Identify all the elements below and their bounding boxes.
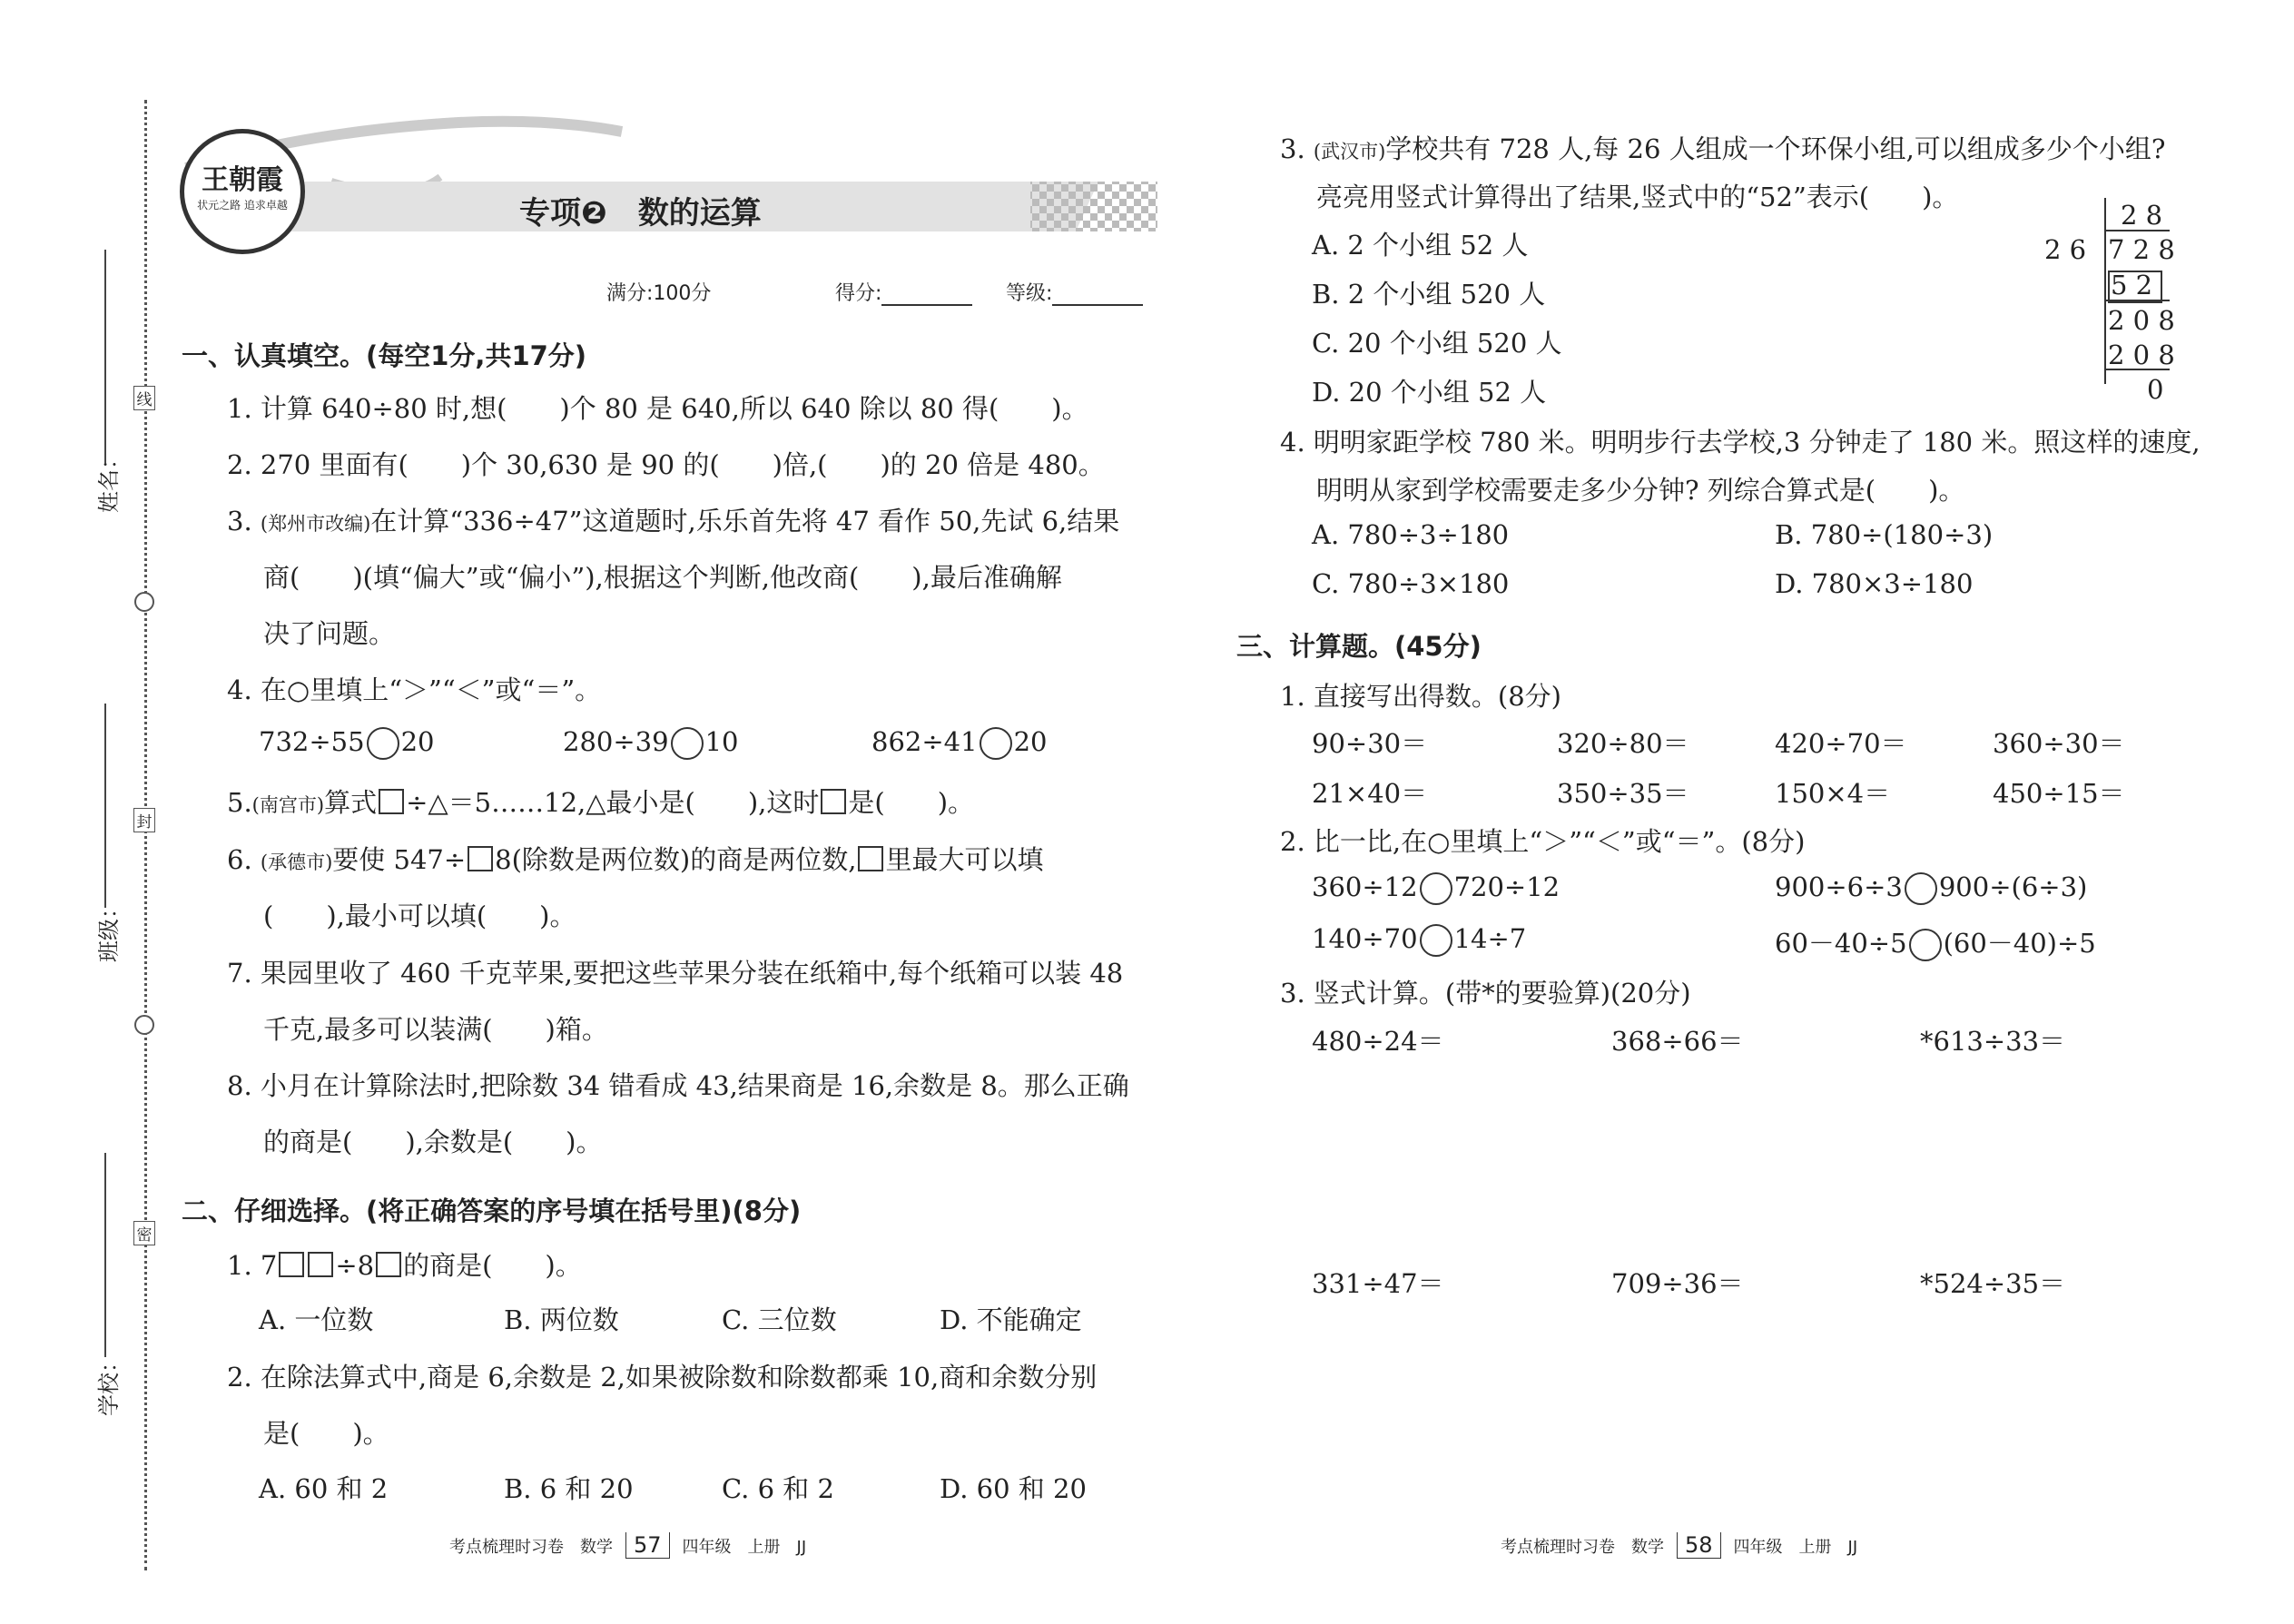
vertical-calc-item: *613÷33＝ [1920, 1026, 2066, 1057]
question-2-3-line2: 亮亮用竖式计算得出了结果,竖式中的“52”表示( )。 [1316, 182, 1959, 212]
option-c[interactable]: C. 三位数 [722, 1304, 837, 1335]
section-title: 一、认真填空。(每空1分,共17分) [182, 340, 587, 371]
calc-item: 450÷15＝ [1993, 778, 2125, 809]
partial-product: 2 0 8 [2108, 340, 2175, 370]
question-2-1: 1. 7 ÷8 的商是( )。 [227, 1250, 582, 1281]
question-3-2: 2. 比一比,在○里填上“＞”“＜”或“＝”。(8分) [1280, 826, 1806, 857]
compare-circle[interactable] [671, 727, 704, 760]
square-box-icon [376, 1252, 401, 1277]
question-2-3: 3. (武汉市)学校共有 728 人,每 26 人组成一个环保小组,可以组成多少个小组? [1280, 133, 2166, 164]
question-1-3-line3: 决了问题。 [263, 618, 396, 649]
calc-item: 350÷35＝ [1557, 778, 1689, 809]
option-a[interactable]: A. 2 个小组 52 人 [1312, 230, 1529, 261]
square-box-icon [821, 789, 846, 814]
class-label: 班级： [96, 897, 122, 962]
option-b[interactable]: B. 6 和 20 [504, 1473, 634, 1504]
question-1-4: 4. 在○里填上“＞”“＜”或“＝”。 [227, 674, 602, 705]
question-3-3: 3. 竖式计算。(带*的要验算)(20分) [1280, 978, 1691, 1009]
question-1-5: 5.(南宫市)算式 ÷△＝5……12,△最小是( ),这时 是( )。 [227, 787, 975, 818]
question-1-6-line2: ( ),最小可以填( )。 [263, 901, 576, 931]
compare-item: 140÷70 14÷7 [1312, 923, 1526, 957]
question-2-4: 4. 明明家距学校 780 米。明明步行去学校,3 分钟走了 180 米。照这样的速度, [1280, 427, 2200, 458]
calc-item: 21×40＝ [1312, 778, 1428, 809]
partial-remainder: 2 0 8 [2108, 305, 2175, 336]
question-1-1: 1. 计算 640÷80 时,想( )个 80 是 640,所以 640 除以 80 得( )。 [227, 393, 1088, 424]
compare-circle[interactable] [1420, 924, 1452, 957]
option-d[interactable]: D. 不能确定 [940, 1304, 1082, 1335]
compare-item: 900÷6÷3 900÷(6÷3) [1775, 871, 2087, 905]
calc-item: 90÷30＝ [1312, 728, 1428, 759]
option-b[interactable]: B. 2 个小组 520 人 [1312, 279, 1546, 310]
divisor: 2 6 [2044, 234, 2087, 265]
quotient: 2 8 [2121, 200, 2163, 231]
school-line [104, 1153, 106, 1357]
question-2-4-line2: 明明从家到学校需要走多少分钟? 列综合算式是( )。 [1316, 475, 1965, 506]
square-box-icon [468, 846, 493, 871]
page-number: 58 [1677, 1532, 1721, 1559]
vertical-calc-item: 368÷66＝ [1611, 1026, 1744, 1057]
name-line [104, 250, 106, 463]
vertical-calc-item: 331÷47＝ [1312, 1268, 1444, 1299]
section-title: 二、仔细选择。(将正确答案的序号填在括号里)(8分) [182, 1196, 802, 1226]
square-box-icon [379, 789, 404, 814]
question-1-7: 7. 果园里收了 460 千克苹果,要把这些苹果分装在纸箱中,每个纸箱可以装 48 [227, 958, 1124, 989]
square-box-icon [858, 846, 883, 871]
calc-item: 150×4＝ [1775, 778, 1891, 809]
vertical-calc-item: 709÷36＝ [1611, 1268, 1744, 1299]
calc-item: 320÷80＝ [1557, 728, 1689, 759]
compare-circle[interactable] [980, 727, 1012, 760]
compare-circle[interactable] [367, 727, 399, 760]
option-c[interactable]: C. 780÷3×180 [1312, 568, 1510, 599]
question-1-3: 3. (郑州市改编)在计算“336÷47”这道题时,乐乐首先将 47 看作 50,先试 6,结果 [227, 506, 1120, 536]
seal-mark-mi: 密 [133, 1221, 155, 1245]
seal-mark-xian: 线 [133, 386, 155, 410]
question-2-2: 2. 在除法算式中,商是 6,余数是 2,如果被除数和除数都乘 10,商和余数分别 [227, 1362, 1098, 1393]
question-1-6: 6. (承德市)要使 547÷ 8(除数是两位数)的商是两位数, 里最大可以填 [227, 844, 1044, 875]
question-1-8: 8. 小月在计算除法时,把除数 34 错看成 43,结果商是 16,余数是 8。那么正确 [227, 1070, 1129, 1101]
punch-hole-icon [134, 592, 154, 612]
option-c[interactable]: C. 20 个小组 520 人 [1312, 328, 1562, 359]
compare-circle[interactable] [1909, 929, 1942, 961]
dividend: 7 2 8 [2108, 234, 2175, 265]
compare-item: 60－40÷5 (60－40)÷5 [1775, 923, 2096, 961]
footer-left: 考点梳理时习卷 数学 57 四年级 上册 JJ [449, 1532, 807, 1558]
footer-right: 考点梳理时习卷 数学 58 四年级 上册 JJ [1501, 1532, 1858, 1558]
calc-item: 360÷30＝ [1993, 728, 2125, 759]
question-3-1: 1. 直接写出得数。(8分) [1280, 681, 1561, 712]
option-d[interactable]: D. 20 个小组 52 人 [1312, 377, 1547, 408]
vertical-calc-item: *524÷35＝ [1920, 1268, 2066, 1299]
calc-item: 420÷70＝ [1775, 728, 1907, 759]
question-1-8-line2: 的商是( ),余数是( )。 [263, 1127, 603, 1157]
seal-mark-feng: 封 [133, 808, 155, 832]
square-box-icon [279, 1252, 304, 1277]
option-a[interactable]: A. 60 和 2 [259, 1473, 389, 1504]
brand-tagline: 状元之路 追求卓越 [197, 199, 288, 212]
punch-hole-icon [134, 1015, 154, 1035]
compare-item: 280÷39 10 [563, 726, 738, 760]
grade-field[interactable]: 等级: [1006, 278, 1143, 306]
question-2-2-line2: 是( )。 [263, 1418, 389, 1449]
option-c[interactable]: C. 6 和 2 [722, 1473, 834, 1504]
compare-circle[interactable] [1905, 872, 1937, 905]
section-title: 三、计算题。(45分) [1236, 631, 1482, 662]
compare-item: 732÷55 20 [259, 726, 434, 760]
school-label: 学校： [96, 1351, 122, 1416]
compare-item: 862÷41 20 [871, 726, 1047, 760]
full-score: 满分:100分 [606, 282, 712, 305]
partial-product: 5 2 [2111, 270, 2153, 300]
division-bar [2104, 198, 2106, 384]
page-title: 专项❷ 数的运算 [519, 195, 762, 231]
class-line [104, 704, 106, 908]
score-field[interactable]: 得分: [835, 278, 972, 306]
brand-logo [180, 129, 305, 254]
option-d[interactable]: D. 60 和 20 [940, 1473, 1087, 1504]
question-1-3-line2: 商( )(填“偏大”或“偏小”),根据这个判断,他改商( ),最后准确解 [263, 562, 1062, 593]
question-1-7-line2: 千克,最多可以装满( )箱。 [263, 1014, 608, 1045]
compare-item: 360÷12 720÷12 [1312, 871, 1560, 905]
option-a[interactable]: A. 一位数 [259, 1304, 374, 1335]
compare-circle[interactable] [1420, 872, 1452, 905]
question-1-2: 2. 270 里面有( )个 30,630 是 90 的( )倍,( )的 20 倍是 480。 [227, 449, 1105, 480]
option-b[interactable]: B. 两位数 [504, 1304, 619, 1335]
vertical-calc-item: 480÷24＝ [1312, 1026, 1444, 1057]
name-label: 姓名： [96, 448, 122, 513]
option-a[interactable]: A. 780÷3÷180 [1312, 519, 1510, 550]
dotted-cut-line [144, 100, 147, 1570]
option-d[interactable]: D. 780×3÷180 [1775, 568, 1974, 599]
page-number: 57 [625, 1532, 670, 1559]
square-box-icon [308, 1252, 333, 1277]
remainder: 0 [2147, 374, 2164, 405]
option-b[interactable]: B. 780÷(180÷3) [1775, 519, 1994, 550]
brand-name: 王朝霞 [202, 164, 283, 196]
